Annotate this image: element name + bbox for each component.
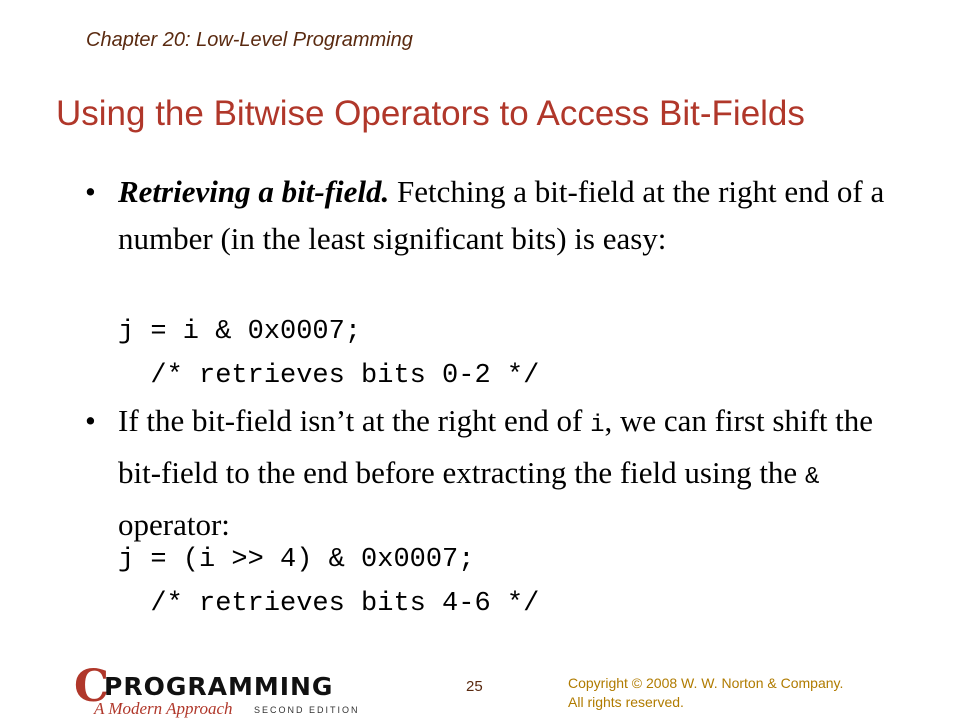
bullet-dot-icon: • (85, 403, 96, 438)
copyright-notice (568, 674, 843, 712)
chapter-header: Chapter 20: Low-Level Programming (86, 29, 413, 51)
logo-edition: SECOND EDITION (254, 705, 360, 715)
inline-code-amp: & (804, 464, 820, 491)
bullet-shift (85, 397, 898, 548)
bullet-text-a: If the bit-field isn’t at the right end of (118, 403, 591, 438)
bullet-text: Fetching a bit-field at the right end of a number (in the least significant bits) is easy: (118, 174, 885, 256)
code-snippet-1: j = i & 0x0007; /* retrieves bits 0-2 */ (118, 317, 540, 391)
inline-code-i: i (590, 412, 605, 439)
page-number: 25 (466, 678, 483, 695)
bullet-dot-icon: • (85, 174, 96, 209)
slide-title: Using the Bitwise Operators to Access Bit-Fields (56, 94, 805, 133)
bullet-text-b: , we can first shift the bit-field to the end before extracting the field using the (118, 403, 874, 490)
copyright-line-1: Copyright © 2008 W. W. Norton & Company. (568, 675, 844, 691)
copyright-line-2: All rights reserved. (568, 694, 684, 710)
code-snippet-2: j = (i >> 4) & 0x0007; /* retrieves bits 4-6 */ (118, 545, 540, 619)
logo-programming: PROGRAMMING (104, 672, 334, 701)
logo-c-letter: C (74, 661, 110, 712)
bullet-lead: Retrieving a bit-field. (118, 174, 390, 209)
bullet-retrieving (85, 168, 898, 262)
logo-subtitle: A Modern Approach (94, 699, 233, 718)
bullet-text-c: operator: (118, 507, 230, 542)
book-logo (74, 661, 364, 718)
